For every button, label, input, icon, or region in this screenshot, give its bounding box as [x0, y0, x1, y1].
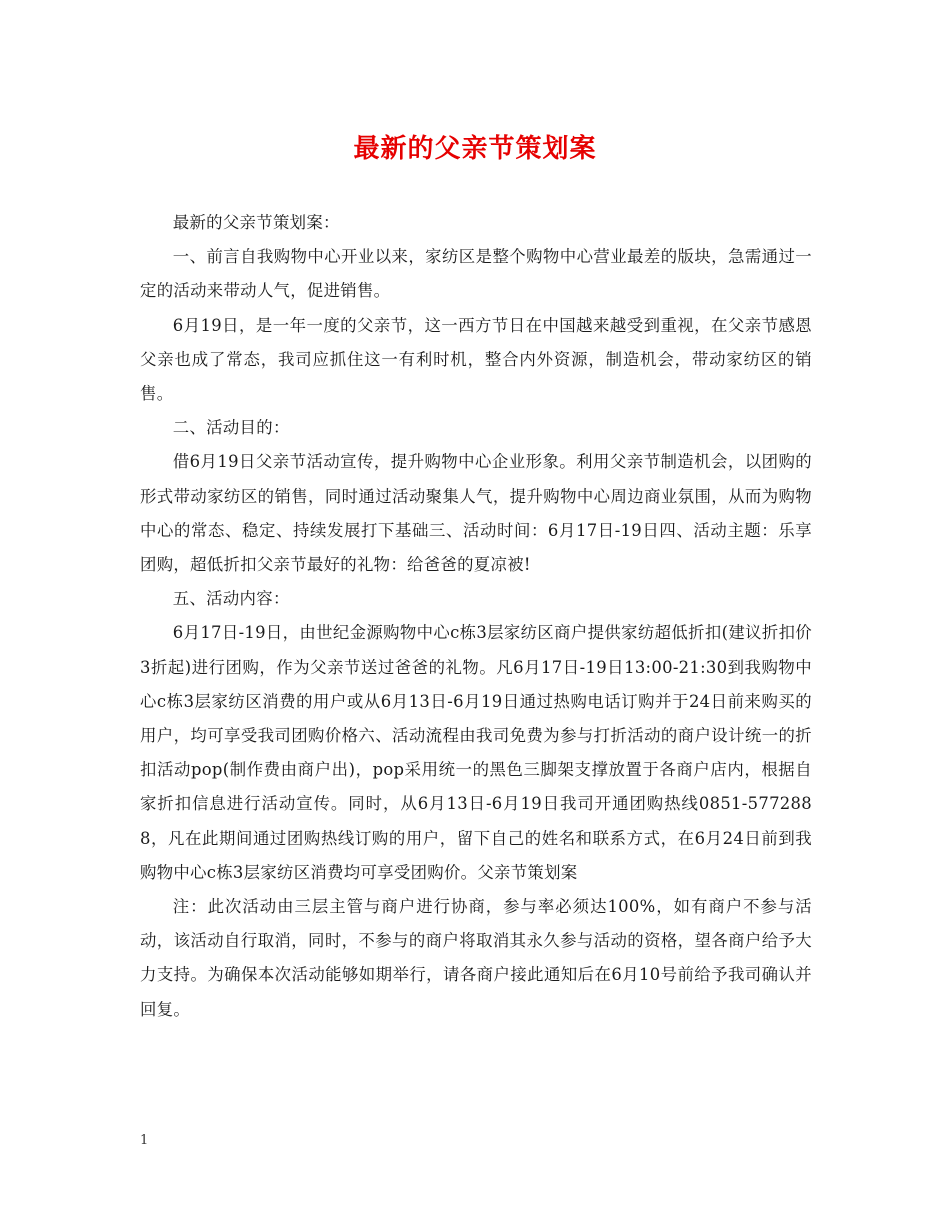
document-body [140, 206, 812, 1027]
paragraph-content: 6月17日-19日，由世纪金源购物中心c栋3层家纺区商户提供家纺超低折扣(建议折扣价3折起)进行团购，作为父亲节送过爸爸的礼物。凡6月17日-19日13:00-21:30到我购物中心c栋3层家纺区消费的用户或从6月13日-6月19日通过热购电话订购并于24日前来购买的用户，均可享受我司团购价格六、活动流程由我司免费为参与打折活动的商户设计统一的折扣活动pop(制作费由商户出)，pop采用统一的黑色三脚架支撑放置于各商户店内，根据自家折扣信息进行活动宣传。同时，从6月13日-6月19日我司开通团购热线0851-5772888，凡在此期间通过团购热线订购的用户，留下自己的姓名和联系方式，在6月24日前到我购物中心c栋3层家纺区消费均可享受团购价。父亲节策划案 [140, 623, 812, 882]
paragraph-purpose-heading: 二、活动目的： [172, 418, 290, 438]
page-number: 1 [140, 1133, 149, 1148]
paragraph-background: 6月19日，是一年一度的父亲节，这一西方节日在中国越来越受到重视，在父亲节感恩父亲也成了常态，我司应抓住这一有利时机，整合内外资源，制造机会，带动家纺区的销售。 [140, 315, 812, 404]
paragraph-preface: 一、前言自我购物中心开业以来，家纺区是整个购物中心营业最差的版块，急需通过一定的活动来带动人气，促进销售。 [140, 247, 812, 301]
document-title: 最新的父亲节策划案 [353, 134, 597, 164]
paragraph-intro: 最新的父亲节策划案： [172, 213, 340, 232]
paragraph-note: 注：此次活动由三层主管与商户进行协商，参与率必须达100%，如有商户不参与活动，该活动自行取消，同时，不参与的商户将取消其永久参与活动的资格，望各商户给予大力支持。为确保本次活动能够如期举行，请各商户接此通知后在6月10号前给予我司确认并回复。 [140, 897, 812, 1019]
paragraph-purpose: 借6月19日父亲节活动宣传，提升购物中心企业形象。利用父亲节制造机会，以团购的形式带动家纺区的销售，同时通过活动聚集人气，提升购物中心周边商业氛围，从而为购物中心的常态、稳定、持续发展打下基础三、活动时间：6月17日-19日四、活动主题：乐享团购，超低折扣父亲节最好的礼物：给爸爸的夏凉被! [140, 452, 812, 575]
paragraph-content-heading: 五、活动内容： [172, 589, 290, 609]
